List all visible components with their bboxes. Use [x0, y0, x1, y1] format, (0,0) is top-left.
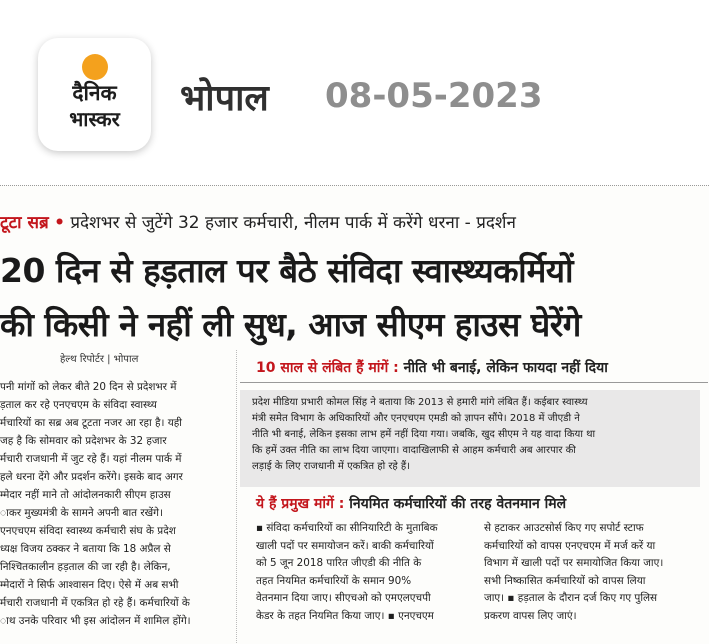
left-column-body [0, 378, 224, 630]
demands-text-line: सभी निष्कासित कर्मचारियों को वापस लिया [484, 574, 646, 587]
body-text-line: ध्यक्ष विजय ठक्कर ने बताया कि 18 अप्रैल से [0, 543, 171, 555]
sun-icon [82, 54, 108, 80]
body-text-line: म्मेदार नहीं माने तो आंदोलनकारी सीएम हाउस [0, 489, 171, 501]
demands-text-line: तहत नियमित कर्मचारियों के समान 90% [256, 574, 412, 587]
kicker-text: प्रदेशभर से जुटेंगे 32 हजार कर्मचारी, नीलम पार्क में करेंगे धरना - प्रदर्शन [70, 213, 516, 233]
quote-text-line: कि हमें उक्त नीति का लाभ दिया जाएगा। वादाखिलाफी से आहम कर्मचारी अब आरपार की [252, 445, 576, 456]
quote-box [240, 390, 700, 487]
post-header [0, 0, 709, 178]
quote-text-line: नीति भी बनाई, लेकिन इसका लाभ हमें नहीं दिया गया। जबकि, खुद सीएम ने यह वादा किया था [252, 429, 596, 440]
demands-text-line: खाली पदों पर समायोजन करें। बाकी कर्मचारियों [256, 539, 434, 552]
demands-text-line: कर्मचारियों को वापस एनएचएम में मर्ज करें या [484, 539, 656, 552]
body-text-line: हले धरना देंगे और प्रदर्शन करेंगे। इसके बाद अगर [0, 471, 183, 483]
kicker-label: टूटा सब्र [0, 213, 49, 233]
byline: हेल्थ रिपोर्टर | भोपाल [60, 354, 139, 365]
body-text-line: पनी मांगों को लेकर बीते 20 दिन से प्रदेशभर में [0, 381, 177, 393]
demands-text-line: केडर के तहत नियमित किया जाए। ▪ एनएचएम [256, 609, 434, 622]
subheading-pending-demands [256, 358, 696, 377]
headline-line-2: की किसी ने नहीं ली सुध, आज सीएम हाउस घेरेंगे [0, 305, 581, 344]
body-text-line: र्मचारियों का सब्र अब टूटता नजर आ रहा है। यही [0, 417, 182, 429]
body-text-line: निश्चितकालीन हड़ताल की जा रही है। लेकिन, [0, 561, 171, 573]
kicker-line [0, 210, 516, 233]
column-divider [236, 350, 237, 643]
subheading-main-demands [256, 494, 566, 513]
subheading-1-text: नीति भी बनाई, लेकिन फायदा नहीं दिया [403, 360, 608, 376]
body-text-line: र्मचारी राजधानी में एकत्रित हो रहे हैं। कर्मचारियों के [0, 597, 190, 609]
headline-line-1: 20 दिन से हड़ताल पर बैठे संविदा स्वास्थ्यकर्मियों [0, 251, 574, 290]
quote-text-line: मंत्री समेत विभाग के अधिकारियों और एनएचएम एमडी को ज्ञापन सौंपे। 2018 में जीएडी ने [252, 413, 580, 424]
body-text-line: ड़ताल कर रहे एनएचएम के संविदा स्वास्थ्य [0, 399, 157, 411]
demands-column-1 [256, 520, 474, 625]
body-text-line: म्मेदारों ने सिर्फ आश्वासन दिए। ऐसे में अब सभी [0, 579, 179, 591]
date-label: 08-05-2023 [325, 76, 543, 116]
subheading-1-label: 10 साल से लंबित हैं मांगें : [256, 360, 399, 376]
demands-text-line: प्रकरण वापस लिए जाएं। [484, 609, 577, 622]
demands-column-2 [484, 520, 706, 625]
quote-text-line: लड़ाई के लिए राजधानी में एकत्रित हो रहे हैं। [252, 461, 411, 472]
demands-text-line: विभाग में खाली पदों पर समायोजित किया जाए। [484, 557, 664, 569]
city-label: भोपाल [180, 78, 269, 119]
quote-text-line: प्रदेश मीडिया प्रभारी कोमल सिंह ने बताया कि 2013 से हमारी मांगे लंबित हैं। कईबार स्वास्थ्य [252, 397, 588, 408]
subheading-2-text: नियमित कर्मचारियों की तरह वेतनमान मिले [349, 496, 567, 512]
body-text-line: ाकर मुख्यमंत्री के सामने अपनी बात रखेंगे। [0, 507, 163, 519]
body-text-line: र्मचारी राजधानी में जुट रहे हैं। यहां नीलम पार्क में [0, 453, 182, 465]
demands-text-line: को 5 जून 2018 पारित जीएडी की नीति के [256, 557, 422, 569]
dainik-bhaskar-logo[interactable] [38, 38, 151, 151]
demands-text-line: से हटाकर आउटसोर्स किए गए सपोर्ट स्टाफ [484, 522, 644, 534]
subheading-2-label: ये हैं प्रमुख मांगें : [256, 496, 345, 512]
divider-line [240, 382, 708, 383]
logo-line-2: भास्कर [69, 107, 120, 131]
body-text-line: एनएचएम संविदा स्वास्थ्य कर्मचारी संघ के प्रदेश [0, 525, 176, 537]
kicker-bullet: • [54, 213, 65, 233]
body-text-line: ाथ उनके परिवार भी इस आंदोलन में शामिल होंगे। [0, 615, 191, 627]
demands-text-line: जाए। ▪ हड़ताल के दौरान दर्ज किए गए पुलिस [484, 592, 658, 604]
demands-text-line: वेतनमान दिया जाए। सीएचओ को एमएलएचपी [256, 592, 431, 604]
body-text-line: जह है कि सोमवार को प्रदेशभर के 32 हजार [0, 435, 167, 447]
demands-text-line: ▪ संविदा कर्मचारियों का सीनियारिटी के मुताबिक [256, 522, 438, 534]
logo-line-1: दैनिक [72, 81, 117, 105]
